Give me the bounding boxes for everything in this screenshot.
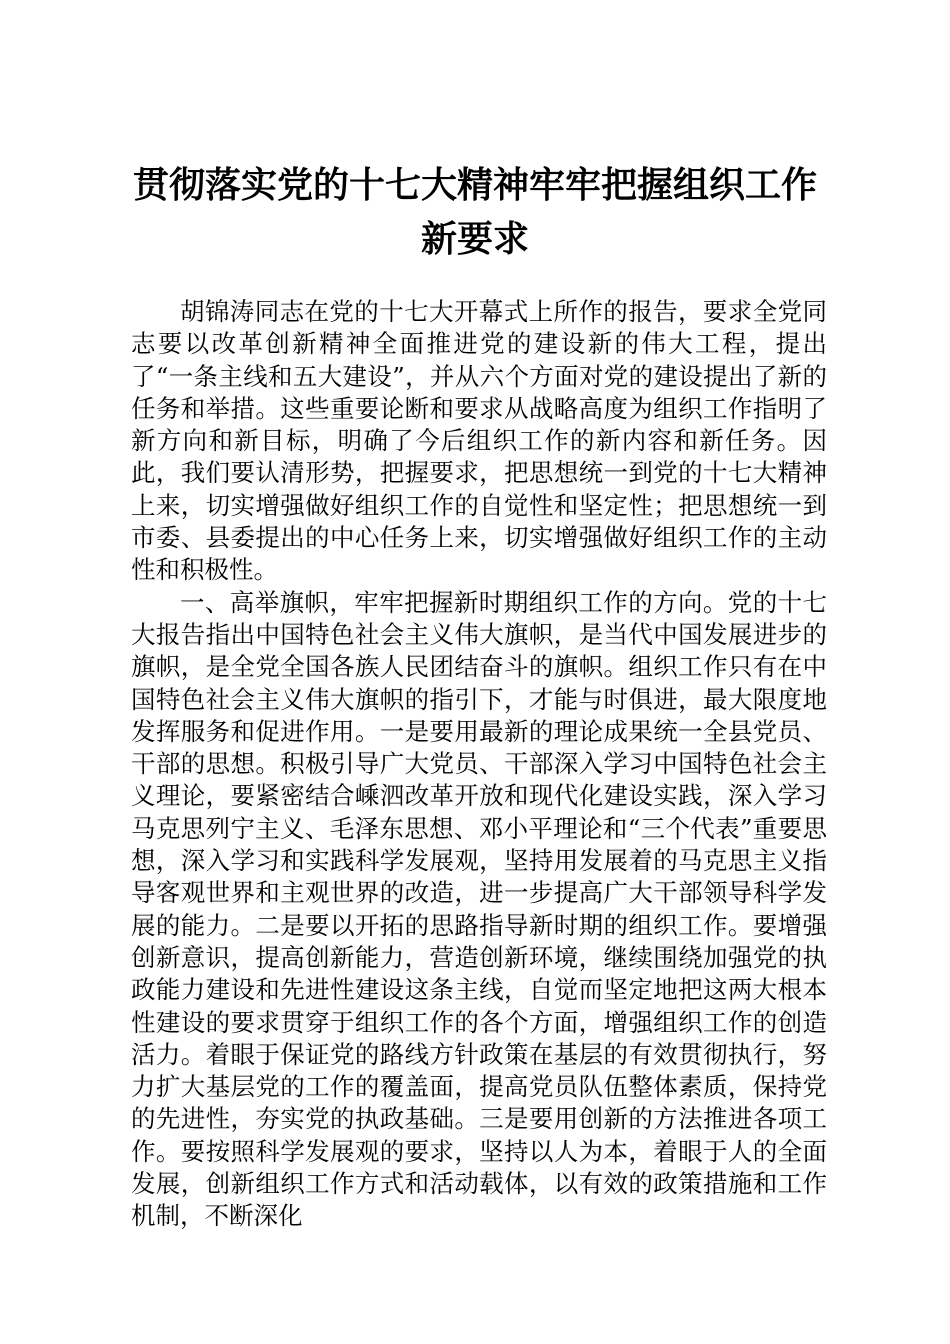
paragraph-intro: 胡锦涛同志在党的十七大开幕式上所作的报告，要求全党同志要以改革创新精神全面推进党的建设新的伟大工程，提出了“一条主线和五大建设”，并从六个方面对党的建设提出了新的任务和举措。这些重要论断和要求从战略高度为组织工作指明了新方向和新目标，明确了今后组织工作的新内容和新任务。因此，我们要认清形势，把握要求，把思想统一到党的十七大精神上来，切实增强做好组织工作的自觉性和坚定性；把思想统一到市委、县委提出的中心任务上来，切实增强做好组织工作的主动性和积极性。 xyxy=(131,297,827,585)
document-title: 贯彻落实党的十七大精神牢牢把握组织工作新要求 xyxy=(132,164,817,260)
paragraph-section-one: 一、高举旗帜，牢牢把握新时期组织工作的方向。党的十七大报告指出中国特色社会主义伟大旗帜，是当代中国发展进步的旗帜，是全党全国各族人民团结奋斗的旗帜。组织工作只有在中国特色社会主义伟大旗帜的指引下，才能与时俱进，最大限度地发挥服务和促进作用。一是要用最新的理论成果统一全县党员、干部的思想。积极引导广大党员、干部深入学习中国特色社会主义理论，要紧密结合嵊泗改革开放和现代化建设实践，深入学习马克思列宁主义、毛泽东思想、邓小平理论和“三个代表”重要思想，深入学习和实践科学发展观，坚持用发展着的马克思主义指导客观世界和主观世界的改造，进一步提高广大干部领导科学发展的能力。二是要以开拓的思路指导新时期的组织工作。要增强创新意识，提高创新能力，营造创新环境，继续围绕加强党的执政能力建设和先进性建设这条主线，自觉而坚定地把这两大根本性建设的要求贯穿于组织工作的各个方面，增强组织工作的创造活力。着眼于保证党的路线方针政策在基层的有效贯彻执行，努力扩大基层党的工作的覆盖面，提高党员队伍整体素质，保持党的先进性，夯实党的执政基础。三是要用创新的方法推进各项工作。要按照科学发展观的要求，坚持以人为本，着眼于人的全面发展，创新组织工作方式和活动载体，以有效的政策措施和工作机制，不断深化 xyxy=(131,587,827,1231)
document-body xyxy=(131,296,827,1233)
